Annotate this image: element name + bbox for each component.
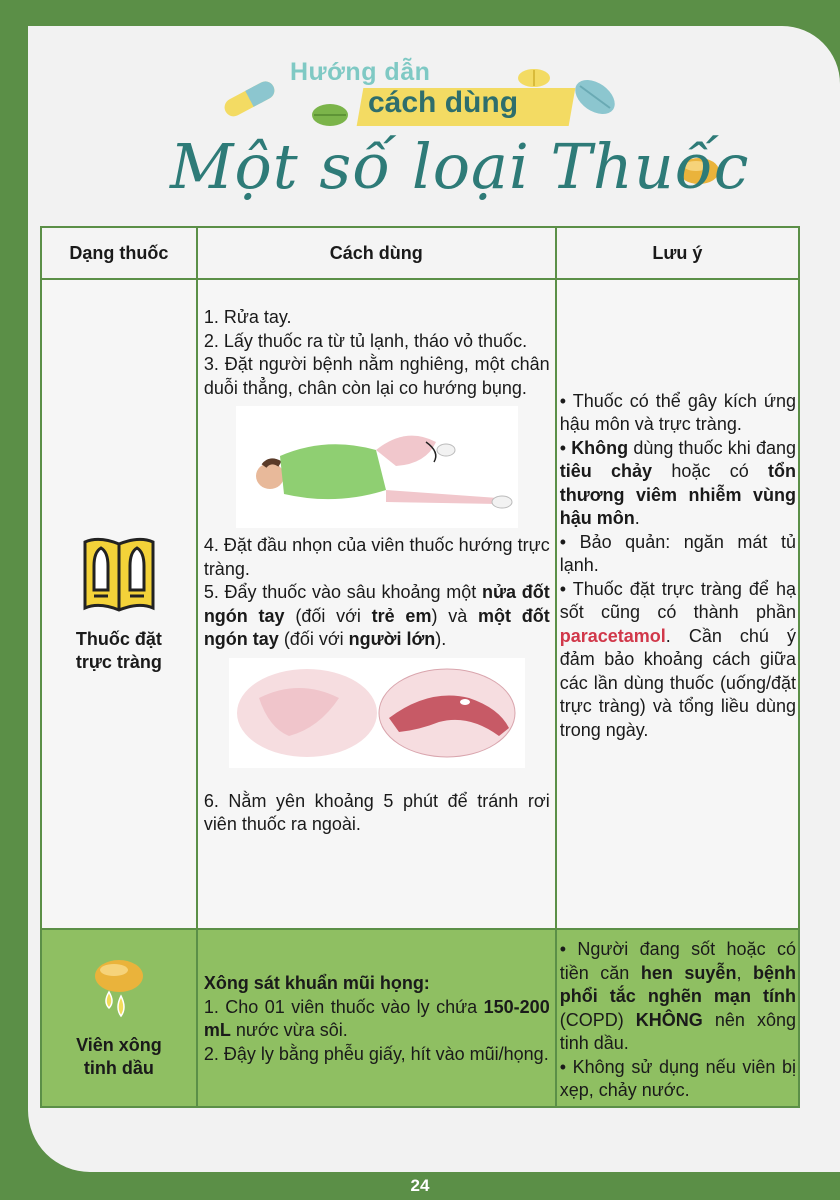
type-cell-suppository <box>41 279 197 929</box>
note-item: • Thuốc có thể gây kích ứng hậu môn và trực tràng. <box>559 390 796 435</box>
type-label: trực tràng <box>75 652 162 672</box>
usage-cell-essential-oil <box>197 929 556 1107</box>
header-line-2: cách dùng <box>368 86 519 119</box>
usage-heading: Xông sát khuẩn mũi họng: <box>203 973 430 993</box>
pill-icon <box>310 102 350 128</box>
notes-cell-suppository <box>556 279 799 929</box>
column-header-usage: Cách dùng <box>197 227 556 279</box>
step-text: nước vừa sôi. <box>230 1020 348 1040</box>
capsule-icon <box>218 78 280 118</box>
usage-step: 1. Rửa tay. <box>203 307 292 327</box>
table-header-row <box>41 227 799 279</box>
note-text: dùng thuốc khi đang <box>628 437 796 458</box>
step-text-bold: 150-200 mL <box>203 996 550 1040</box>
step-text: 5. Đẩy thuốc vào sâu khoảng một <box>203 582 482 602</box>
usage-step: 3. Đặt người bệnh nằm nghiêng, một chân duỗi thẳng, chân còn lại co hướng bụng. <box>203 354 550 398</box>
usage-step: 2. Lấy thuốc ra từ tủ lạnh, tháo vỏ thuốc. <box>203 330 528 351</box>
pill-icon <box>516 66 552 90</box>
usage-step: 6. Nằm yên khoảng 5 phút để tránh rơi viên thuốc ra ngoài. <box>203 790 550 834</box>
step-text-bold: nửa đốt ngón tay <box>203 582 550 626</box>
step-text: 1. Cho 01 viên thuốc vào ly chứa <box>203 996 484 1017</box>
pill-icon <box>570 74 620 120</box>
notes-cell-essential-oil <box>556 929 799 1107</box>
note-item <box>560 437 796 531</box>
note-item <box>560 578 796 743</box>
step-text: ). <box>435 629 447 649</box>
note-text-bold: tổn thương viêm nhiễm vùng hậu môn <box>559 461 797 529</box>
type-label: Viên xông <box>76 1035 162 1055</box>
note-text-bold: KHÔNG <box>635 1009 703 1030</box>
header-line-1: Hướng dẫn <box>290 58 431 86</box>
note-text: • Người đang sốt hoặc có tiền căn <box>559 939 796 983</box>
usage-step <box>204 996 550 1043</box>
column-header-type: Dạng thuốc <box>41 227 197 279</box>
note-text: • Thuốc đặt trực tràng để hạ sốt cũng có thành phần <box>559 578 796 623</box>
essential-oil-capsule-icon <box>89 956 149 1024</box>
step-text: (đối với <box>278 629 349 649</box>
note-item: • Không sử dụng nếu viên bị xẹp, chảy nước. <box>559 1056 796 1100</box>
note-text-bold: bệnh phổi tắc nghẽn mạn tính <box>559 962 796 1006</box>
usage-cell-suppository <box>197 279 556 929</box>
note-text: (COPD) <box>559 1009 636 1030</box>
usage-step: 4. Đặt đầu nhọn của viên thuốc hướng trực tràng. <box>203 535 550 579</box>
step-text-bold: người lớn <box>348 629 436 649</box>
note-text-highlight: paracetamol <box>559 625 666 646</box>
suppository-icon <box>79 534 159 614</box>
note-text: • <box>559 437 572 458</box>
step-text: ) và <box>431 605 478 626</box>
suppository-insertion-illustration <box>229 658 525 768</box>
usage-step: 2. Đậy ly bằng phễu giấy, hít vào mũi/họng. <box>203 1043 549 1064</box>
type-cell-essential-oil <box>41 929 197 1107</box>
type-label: Thuốc đặt <box>75 629 162 649</box>
note-text: nên xông tinh dầu. <box>559 1009 796 1053</box>
medication-table <box>40 226 800 1108</box>
step-text-bold: trẻ em <box>371 605 432 626</box>
table-row <box>41 279 799 929</box>
step-text: (đối với <box>284 605 372 626</box>
type-label: tinh dầu <box>83 1058 154 1078</box>
usage-step <box>204 581 550 652</box>
note-text: , <box>736 962 753 983</box>
note-text-bold: hen suyễn <box>640 962 737 983</box>
step-text-bold: một đốt ngón tay <box>203 605 550 649</box>
note-text: . Cần chú ý đảm bảo khoảng cách giữa các lần dùng thuốc (uống/đặt trực tràng) và tổng liều dùng trong ngày. <box>559 625 796 740</box>
note-text-bold: Không <box>571 437 629 458</box>
page-title: Một số loại Thuốc <box>170 130 750 203</box>
page-number: 24 <box>410 1176 430 1195</box>
note-item <box>560 938 796 1056</box>
side-lying-position-illustration <box>236 406 518 528</box>
note-text: hoặc có <box>652 461 769 482</box>
table-row <box>41 929 799 1107</box>
note-text: . <box>634 508 640 529</box>
note-text-bold: tiêu chảy <box>559 461 653 482</box>
note-item: • Bảo quản: ngăn mát tủ lạnh. <box>559 531 796 576</box>
column-header-notes: Lưu ý <box>556 227 799 279</box>
